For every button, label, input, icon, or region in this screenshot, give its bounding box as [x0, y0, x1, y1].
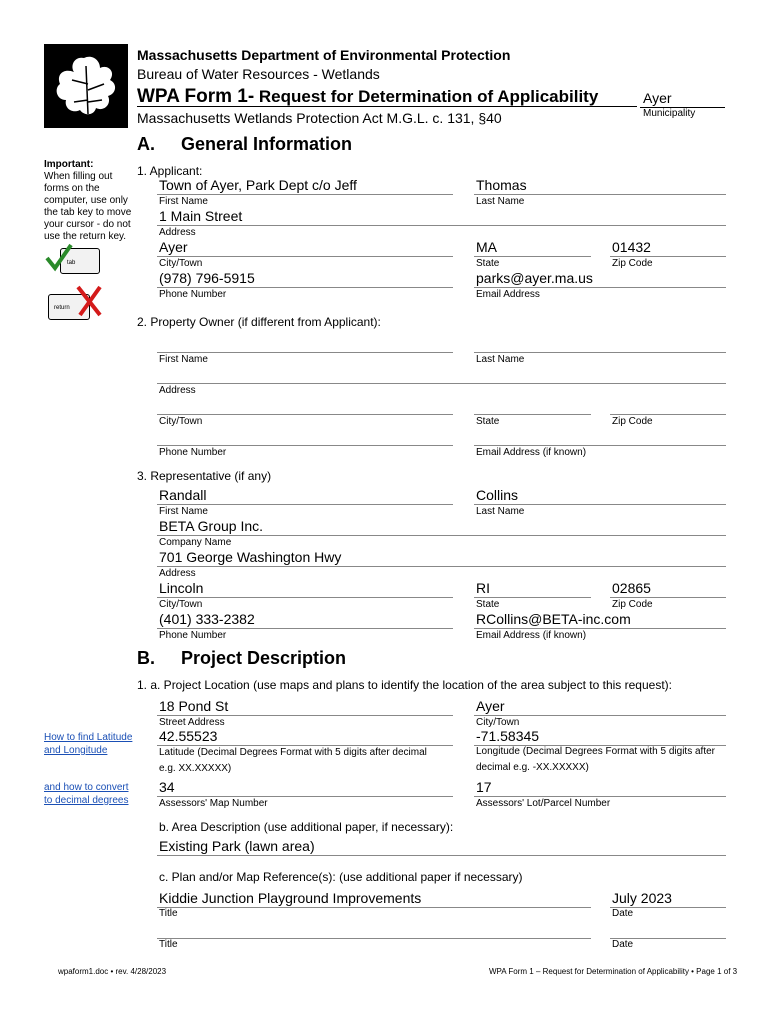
municipality-field[interactable]: Ayer	[643, 90, 672, 106]
important-line: use the return key.	[44, 231, 127, 242]
rep-heading: 3. Representative (if any)	[137, 469, 272, 483]
field-label: Zip Code	[612, 416, 653, 427]
field-line	[157, 715, 453, 716]
field-label: Title	[159, 908, 178, 919]
field-label: City/Town	[159, 599, 203, 610]
applicant-heading: 1. Applicant:	[137, 164, 203, 178]
field-line	[157, 855, 726, 856]
checkmark-icon	[44, 242, 74, 272]
applicant-zip[interactable]: 01432	[612, 239, 651, 255]
field-label: Last Name	[476, 354, 525, 365]
location-heading: 1. a. Project Location (use maps and plans to identify the location of the area subject to this request):	[137, 678, 672, 692]
field-line	[157, 907, 591, 908]
field-label: Phone Number	[159, 289, 227, 300]
owner-city-field[interactable]	[157, 414, 453, 415]
owner-address-field[interactable]	[157, 383, 726, 384]
field-label: First Name	[159, 196, 208, 207]
field-label: Last Name	[476, 506, 525, 517]
rep-phone[interactable]: (401) 333-2382	[159, 611, 255, 627]
field-line	[474, 715, 726, 716]
applicant-email[interactable]: parks@ayer.ma.us	[476, 270, 593, 286]
field-label: Date	[612, 908, 634, 919]
field-label: State	[476, 258, 500, 269]
applicant-last-name[interactable]: Thomas	[476, 177, 527, 193]
latitude-label: Latitude (Decimal Degrees Format with 5 digits after decimal	[159, 747, 427, 758]
act-reference: Massachusetts Wetlands Protection Act M.G.L. c. 131, §40	[137, 110, 502, 126]
field-line	[610, 597, 726, 598]
applicant-phone[interactable]: (978) 796-5915	[159, 270, 255, 286]
important-line: When filling out	[44, 171, 113, 182]
project-city[interactable]: Ayer	[476, 698, 505, 714]
field-line	[474, 504, 726, 505]
oak-leaf-icon	[44, 44, 128, 128]
field-line	[474, 287, 726, 288]
return-key-label: return	[54, 305, 70, 311]
rep-address[interactable]: 701 George Washington Hwy	[159, 549, 342, 565]
plan-title-2-field[interactable]	[157, 938, 591, 939]
field-label: Zip Code	[612, 258, 653, 269]
field-line	[157, 566, 726, 567]
field-line	[157, 225, 726, 226]
important-line: the tab key to move	[44, 207, 132, 218]
field-label: Company Name	[159, 537, 232, 548]
owner-first-name-field[interactable]	[157, 352, 453, 353]
longitude-label: Longitude (Decimal Degrees Format with 5 digits after	[476, 746, 715, 757]
section-b-letter: B.	[137, 648, 155, 668]
link-line[interactable]: and Longitude	[44, 745, 108, 756]
latlong-help-link[interactable]	[44, 731, 132, 757]
field-line	[610, 256, 726, 257]
applicant-address[interactable]: 1 Main Street	[159, 208, 243, 224]
field-label: First Name	[159, 354, 208, 365]
longitude-label-cont: decimal e.g. -XX.XXXXX)	[476, 762, 589, 773]
massdep-logo	[44, 44, 128, 128]
rep-zip[interactable]: 02865	[612, 580, 651, 596]
field-label: Phone Number	[159, 630, 227, 641]
important-note	[44, 159, 139, 243]
footer-left: wpaform1.doc • rev. 4/28/2023	[58, 967, 167, 976]
longitude-value[interactable]: -71.58345	[476, 728, 540, 744]
header-rule	[137, 106, 637, 107]
area-heading: b. Area Description (use additional paper, if necessary):	[159, 820, 454, 834]
convert-help-link[interactable]	[44, 781, 129, 807]
field-line	[157, 535, 726, 536]
rep-company[interactable]: BETA Group Inc.	[159, 518, 264, 534]
owner-phone-field[interactable]	[157, 445, 453, 446]
field-label: State	[476, 599, 500, 610]
plan-heading: c. Plan and/or Map Reference(s): (use additional paper if necessary)	[159, 870, 523, 884]
area-description[interactable]: Existing Park (lawn area)	[159, 838, 315, 854]
owner-heading: 2. Property Owner (if different from Applicant):	[137, 315, 381, 329]
field-line	[157, 194, 453, 195]
footer-right: WPA Form 1 – Request for Determination of Applicability • Page 1 of 3	[489, 967, 738, 976]
owner-email-field[interactable]	[474, 445, 726, 446]
rep-city[interactable]: Lincoln	[159, 580, 204, 596]
link-line[interactable]: How to find Latitude	[44, 732, 133, 743]
latitude-label-cont: e.g. XX.XXXXX)	[159, 763, 232, 774]
important-title: Important:	[44, 159, 94, 170]
field-line	[474, 628, 726, 629]
bureau-name: Bureau of Water Resources - Wetlands	[137, 66, 380, 82]
applicant-first-name[interactable]: Town of Ayer, Park Dept c/o Jeff	[159, 177, 357, 193]
tab-key-label: tab	[67, 260, 76, 266]
field-line	[157, 256, 453, 257]
link-line[interactable]: and how to convert	[44, 782, 129, 793]
form-subtitle: Request for Determination of Applicability	[254, 87, 599, 106]
field-label: Email Address (if known)	[476, 447, 587, 458]
field-label: Assessors' Map Number	[159, 798, 268, 809]
applicant-city[interactable]: Ayer	[159, 239, 188, 255]
field-label: City/Town	[159, 258, 203, 269]
form-title	[137, 86, 598, 108]
latitude-value[interactable]: 42.55523	[159, 728, 218, 744]
owner-state-field[interactable]	[474, 414, 591, 415]
field-line	[157, 796, 453, 797]
rep-email[interactable]: RCollins@BETA-inc.com	[476, 611, 631, 627]
field-label: First Name	[159, 506, 208, 517]
form-number: WPA Form 1-	[137, 86, 255, 107]
plan-date-1[interactable]: July 2023	[612, 890, 672, 906]
field-line	[157, 628, 453, 629]
section-a-letter: A.	[137, 134, 155, 154]
field-label: Last Name	[476, 196, 525, 207]
important-line: your cursor - do not	[44, 219, 131, 230]
x-mark-icon	[74, 283, 104, 319]
important-line: computer, use only	[44, 195, 128, 206]
section-a-title: General Information	[181, 134, 353, 154]
agency-name: Massachusetts Department of Environmental Protection	[137, 47, 511, 63]
rep-last-name[interactable]: Collins	[476, 487, 519, 503]
field-line	[157, 745, 453, 746]
field-label: Phone Number	[159, 447, 227, 458]
rep-state[interactable]: RI	[476, 580, 490, 596]
map-number[interactable]: 34	[159, 779, 175, 795]
link-line[interactable]: to decimal degrees	[44, 795, 129, 806]
field-label: Address	[159, 568, 196, 579]
field-label: Email Address (if known)	[476, 630, 587, 641]
field-label: State	[476, 416, 500, 427]
field-label: Street Address	[159, 717, 225, 728]
owner-zip-field[interactable]	[610, 414, 726, 415]
field-line	[157, 504, 453, 505]
owner-last-name-field[interactable]	[474, 352, 726, 353]
important-line: forms on the	[44, 183, 100, 194]
field-label: Address	[159, 385, 196, 396]
lot-number[interactable]: 17	[476, 779, 492, 795]
field-line	[474, 194, 726, 195]
section-b-title: Project Description	[181, 648, 347, 668]
applicant-state[interactable]: MA	[476, 239, 497, 255]
field-line	[474, 796, 726, 797]
field-line	[157, 287, 453, 288]
field-label: City/Town	[159, 416, 203, 427]
field-label: Email Address	[476, 289, 540, 300]
field-label: Assessors' Lot/Parcel Number	[476, 798, 611, 809]
field-label: City/Town	[476, 717, 520, 728]
rep-first-name[interactable]: Randall	[159, 487, 207, 503]
municipality-label: Municipality	[643, 108, 696, 119]
field-label: Address	[159, 227, 196, 238]
field-line	[474, 256, 591, 257]
field-label: Title	[159, 939, 178, 950]
field-line	[157, 597, 453, 598]
plan-title-1[interactable]: Kiddie Junction Playground Improvements	[159, 890, 422, 906]
field-label: Zip Code	[612, 599, 653, 610]
field-line	[474, 597, 591, 598]
project-street[interactable]: 18 Pond St	[159, 698, 229, 714]
field-label: Date	[612, 939, 634, 950]
